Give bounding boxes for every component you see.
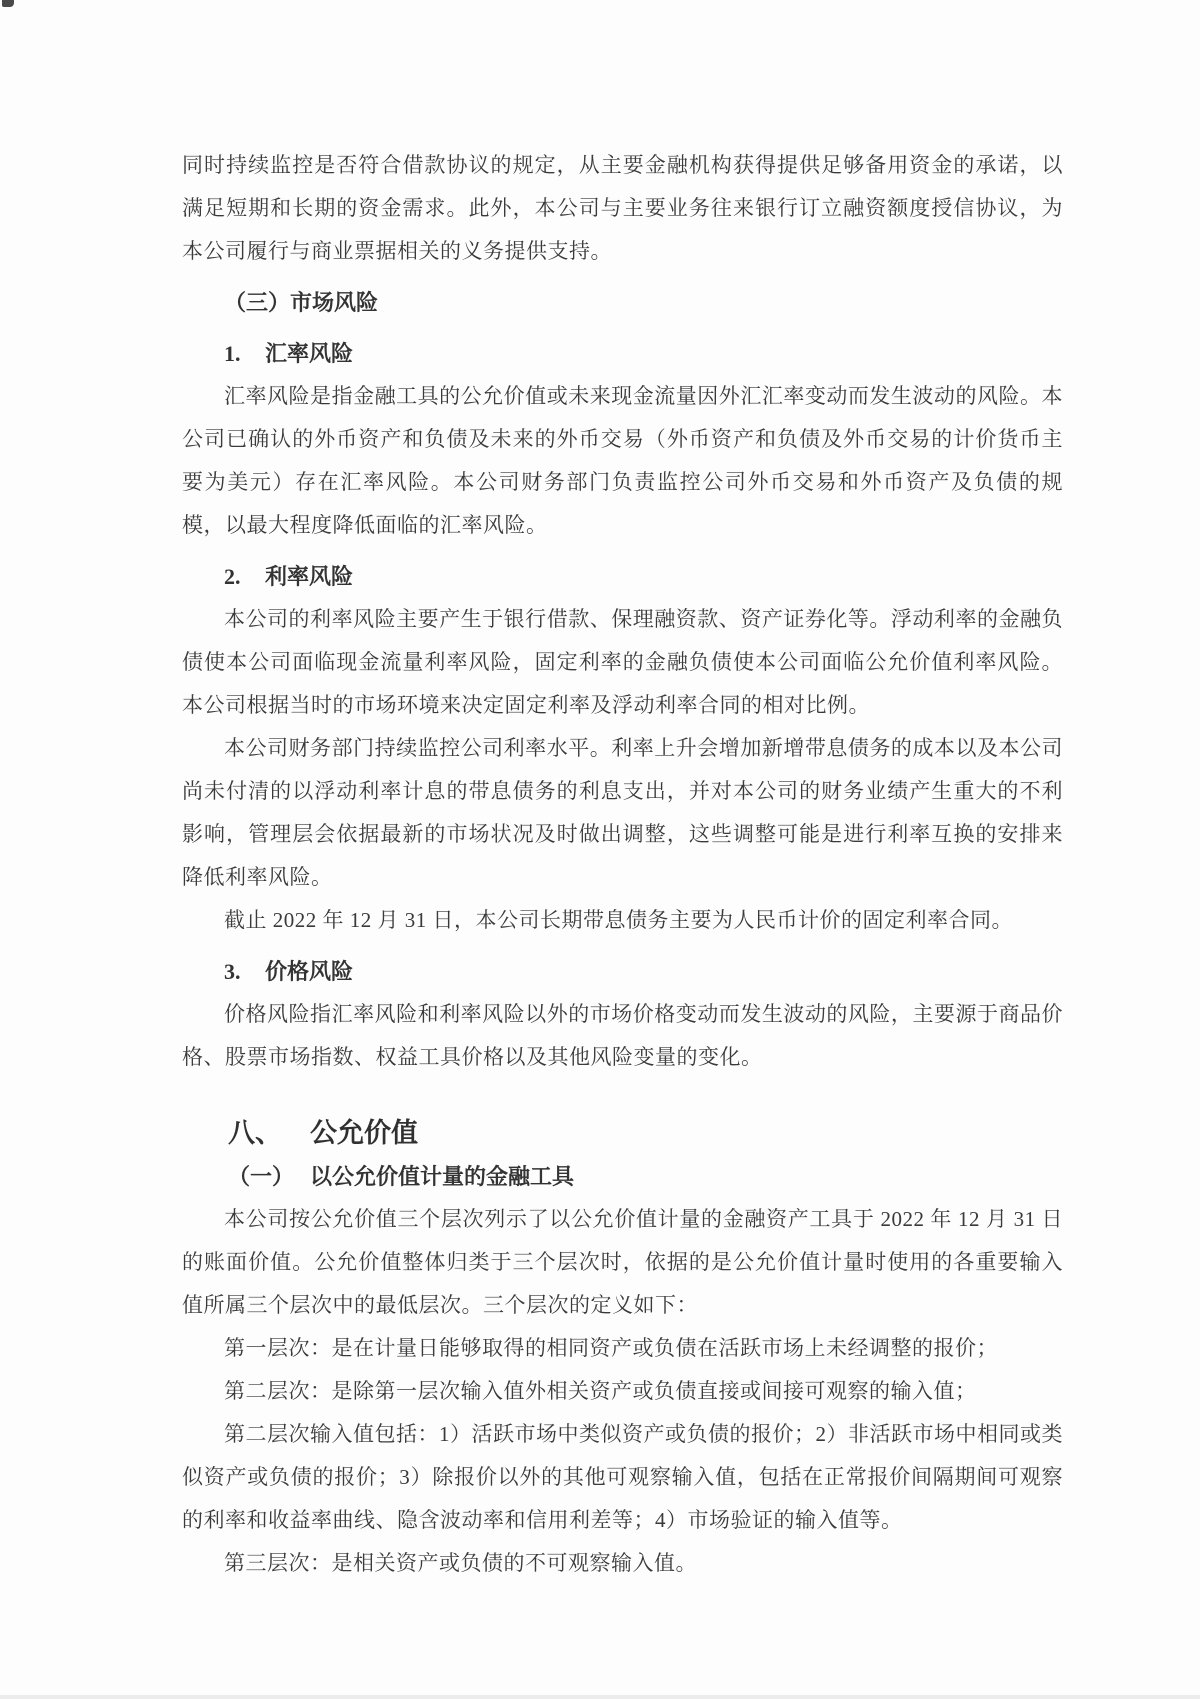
paragraph-interest-rate-monitoring: 本公司财务部门持续监控公司利率水平。利率上升会增加新增带息债务的成本以及本公司尚未付清的以浮动利率计息的带息债务的利息支出，并对本公司的财务业绩产生重大的不利影响，管理层会依据最新的市场状况及时做出调整，这些调整可能是进行利率互换的安排来降低利率风险。 xyxy=(182,736,1063,889)
paragraph-level-one: 第一层次：是在计量日能够取得的相同资产或负债在活跃市场上未经调整的报价； xyxy=(224,1336,998,1360)
heading-title: 价格风险 xyxy=(265,959,354,984)
heading-title: 公允价值 xyxy=(310,1118,418,1148)
paragraph-level-three: 第三层次：是相关资产或负债的不可观察输入值。 xyxy=(224,1551,697,1575)
section-heading-fair-value-instruments xyxy=(228,1155,1063,1198)
section-heading-market-risk: （三）市场风险 xyxy=(224,290,379,315)
paragraph-level-two: 第二层次：是除第一层次输入值外相关资产或负债直接或间接可观察的输入值； xyxy=(224,1379,977,1403)
subsection-heading-interest-rate-risk xyxy=(224,555,1063,598)
document-body xyxy=(182,144,1063,1585)
heading-number: 八、 xyxy=(228,1118,282,1148)
paragraph-fair-value-levels-intro: 本公司按公允价值三个层次列示了以公允价值计量的金融资产工具于 2022 年 12 月 31 日的账面价值。公允价值整体归类于三个层次时，依据的是公允价值计量时使用的各重要输入值所属三个层次中的最低层次。三个层次的定义如下： xyxy=(182,1207,1063,1317)
heading-number: 1. xyxy=(224,341,241,366)
heading-title: 汇率风险 xyxy=(265,341,354,366)
heading-title: 利率风险 xyxy=(265,564,354,589)
page-bottom-edge xyxy=(0,1695,1200,1699)
paragraph-level-two-inputs: 第二层次输入值包括：1）活跃市场中类似资产或负债的报价；2）非活跃市场中相同或类似资产或负债的报价；3）除报价以外的其他可观察输入值，包括在正常报价间隔期间可观察的利率和收益率曲线、隐含波动率和信用利差等；4）市场验证的输入值等。 xyxy=(182,1422,1063,1532)
heading-title: 以公允价值计量的金融工具 xyxy=(310,1164,575,1189)
subsection-heading-exchange-rate-risk xyxy=(224,332,1063,375)
subsection-heading-price-risk xyxy=(224,950,1063,993)
heading-number: 2. xyxy=(224,564,241,589)
paragraph-exchange-rate-risk: 汇率风险是指金融工具的公允价值或未来现金流量因外汇汇率变动而发生波动的风险。本公司已确认的外币资产和负债及未来的外币交易（外币资产和负债及外币交易的计价货币主要为美元）存在汇率风险。本公司财务部门负责监控公司外币交易和外币资产及负债的规模，以最大程度降低面临的汇率风险。 xyxy=(182,384,1063,537)
paragraph-fixed-rate-contracts: 截止 2022 年 12 月 31 日，本公司长期带息债务主要为人民币计价的固定利率合同。 xyxy=(224,908,1013,932)
heading-number: （一） xyxy=(228,1164,295,1189)
heading-number: 3. xyxy=(224,959,241,984)
paragraph-interest-rate-risk-sources: 本公司的利率风险主要产生于银行借款、保理融资款、资产证券化等。浮动利率的金融负债使本公司面临现金流量利率风险，固定利率的金融负债使本公司面临公允价值利率风险。本公司根据当时的市场环境来决定固定利率及浮动利率合同的相对比例。 xyxy=(182,607,1063,717)
paragraph-liquidity-continued: 同时持续监控是否符合借款协议的规定，从主要金融机构获得提供足够备用资金的承诺，以满足短期和长期的资金需求。此外，本公司与主要业务往来银行订立融资额度授信协议，为本公司履行与商业票据相关的义务提供支持。 xyxy=(182,153,1063,263)
chapter-heading-fair-value xyxy=(228,1111,1063,1155)
paragraph-price-risk: 价格风险指汇率风险和利率风险以外的市场价格变动而发生波动的风险，主要源于商品价格、股票市场指数、权益工具价格以及其他风险变量的变化。 xyxy=(182,1002,1063,1069)
scan-artifact-speck xyxy=(2,0,14,7)
